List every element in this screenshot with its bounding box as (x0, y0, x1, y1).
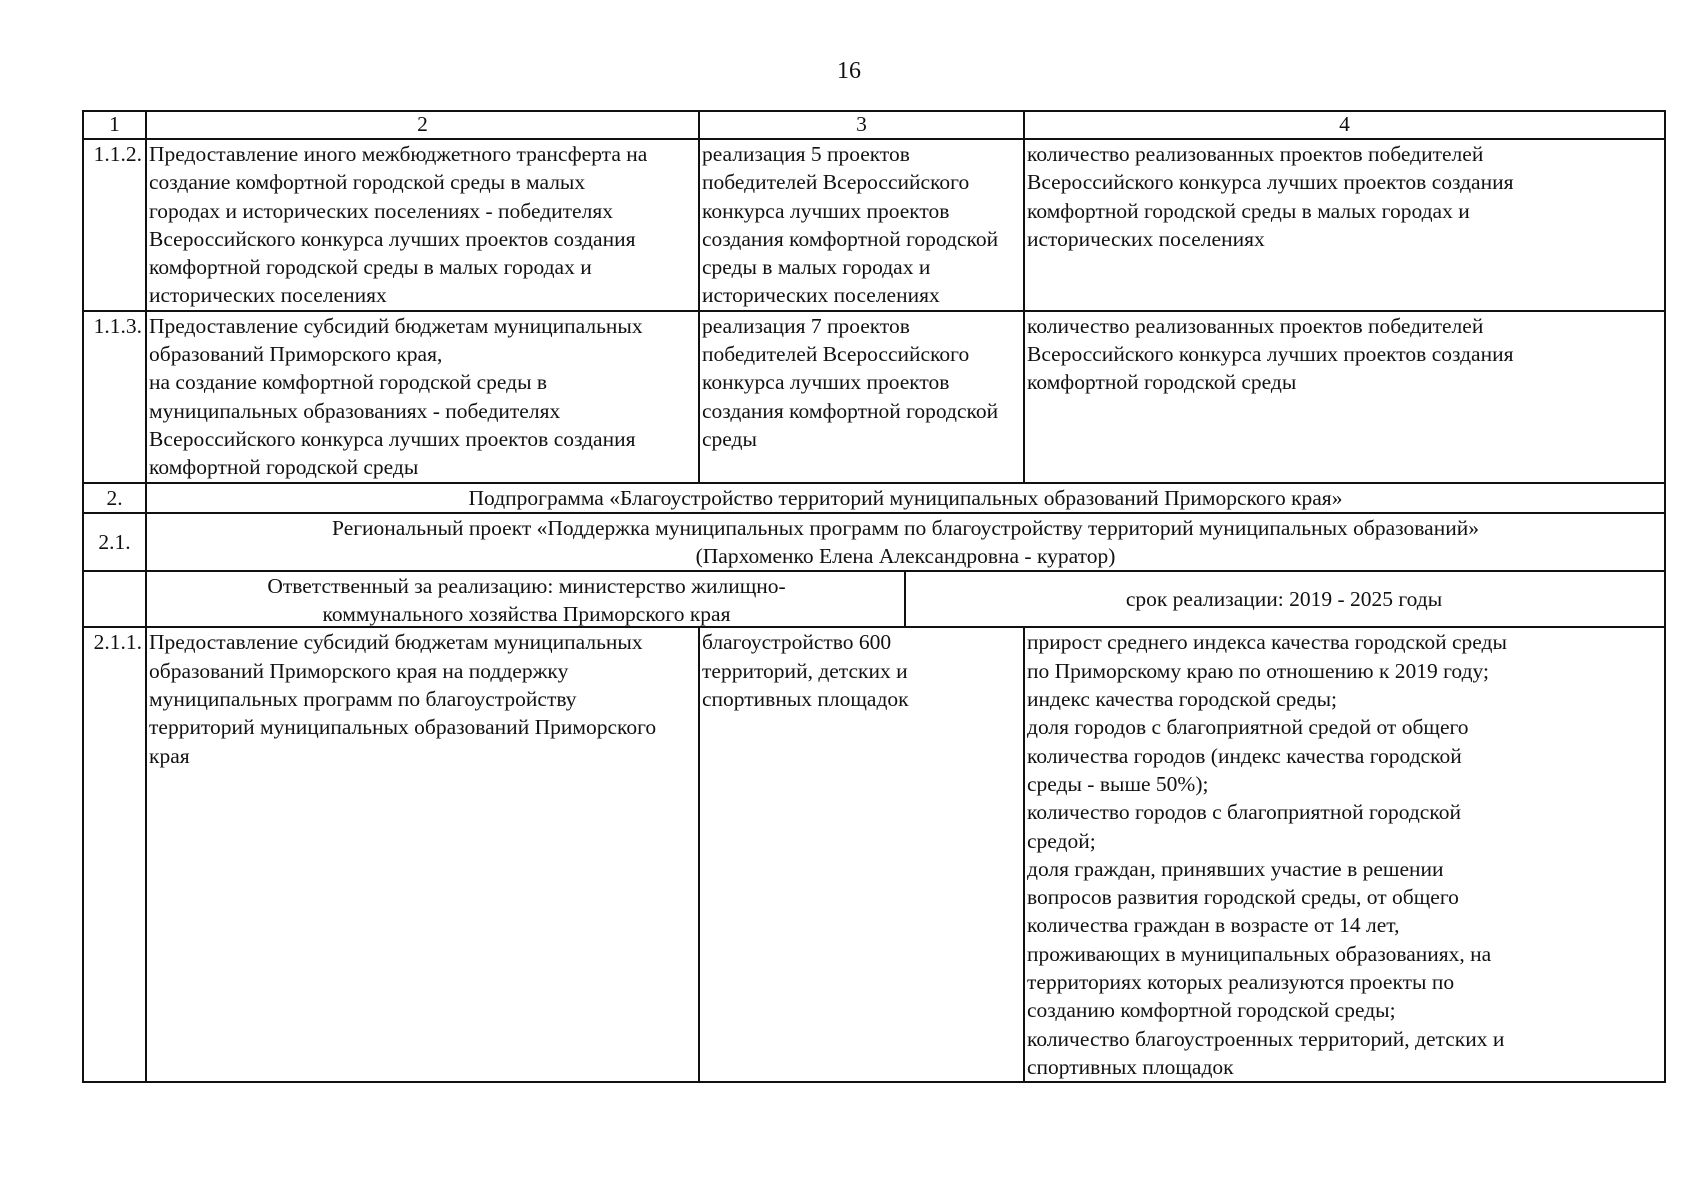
implementation-term: срок реализации: 2019 - 2025 годы (1125, 587, 1443, 612)
responsible-number-empty (83, 571, 146, 627)
measure-result: реализация 7 проектов победителей Всероссийского конкурса лучших проектов создания комфортной городской среды (699, 311, 1024, 483)
regional-project-number: 2.1. (83, 513, 146, 572)
subprogram-row (83, 483, 1665, 513)
measure-name: Предоставление субсидий бюджетам муниципальных образований Приморского края, на создание комфортной городской среды в муниципальных образованиях - победителях Всероссийского конкурса лучших проектов создания комфортной городской среды (146, 311, 699, 483)
subprogram-title: Подпрограмма «Благоустройство территорий муниципальных образований Приморского края» (146, 483, 1665, 513)
responsible-executor: Ответственный за реализацию: министерство жилищно- коммунального хозяйства Приморского края (149, 572, 906, 626)
header-cell-2: 2 (146, 111, 699, 139)
header-cell-3: 3 (699, 111, 1024, 139)
measure-result: благоустройство 600 территорий, детских и спортивных площадок (699, 627, 1024, 1082)
table-row (83, 627, 1665, 1082)
row-number: 1.1.2. (83, 139, 146, 311)
measure-indicator: прирост среднего индекса качества городской среды по Приморскому краю по отношению к 2019 году; индекс качества городской среды; доля городов с благоприятной средой от общего количества городов (индекс качества городской среды - выше 50%); количество городов с благоприятной городской средой; доля граждан, принявших участие в решении вопросов развития городской среды, от общего количества граждан в возрасте от 14 лет, проживающих в муниципальных образованиях, на территориях которых реализуются проекты по созданию комфортной городской среды; количество благоустроенных территорий, детских и спортивных площадок (1024, 627, 1665, 1082)
measure-name: Предоставление субсидий бюджетам муниципальных образований Приморского края на поддержку муниципальных программ по благоустройству территорий муниципальных образований Приморского края (146, 627, 699, 1082)
row-number: 1.1.3. (83, 311, 146, 483)
header-cell-4: 4 (1024, 111, 1665, 139)
table-row (83, 311, 1665, 483)
table-row (83, 139, 1665, 311)
header-cell-1: 1 (83, 111, 146, 139)
responsible-row (83, 571, 1665, 627)
row-number: 2.1.1. (83, 627, 146, 1082)
measure-indicator: количество реализованных проектов победителей Всероссийского конкурса лучших проектов создания комфортной городской среды (1024, 311, 1665, 483)
measure-result: реализация 5 проектов победителей Всероссийского конкурса лучших проектов создания комфортной городской среды в малых городах и исторических поселениях (699, 139, 1024, 311)
regional-project-title: Региональный проект «Поддержка муниципальных программ по благоустройству территорий муниципальных образований» (Пархоменко Елена Александровна - куратор) (146, 513, 1665, 572)
measures-table (82, 110, 1666, 1083)
regional-project-row (83, 513, 1665, 572)
subprogram-number: 2. (83, 483, 146, 513)
measure-indicator: количество реализованных проектов победителей Всероссийского конкурса лучших проектов создания комфортной городской среды в малых городах и исторических поселениях (1024, 139, 1665, 311)
responsible-cell (146, 571, 1665, 627)
table-header-row (83, 111, 1665, 139)
measure-name: Предоставление иного межбюджетного трансферта на создание комфортной городской среды в малых городах и исторических поселениях - победителях Всероссийского конкурса лучших проектов создания комфортной городской среды в малых городах и исторических поселениях (146, 139, 699, 311)
page-number: 16 (837, 58, 861, 84)
